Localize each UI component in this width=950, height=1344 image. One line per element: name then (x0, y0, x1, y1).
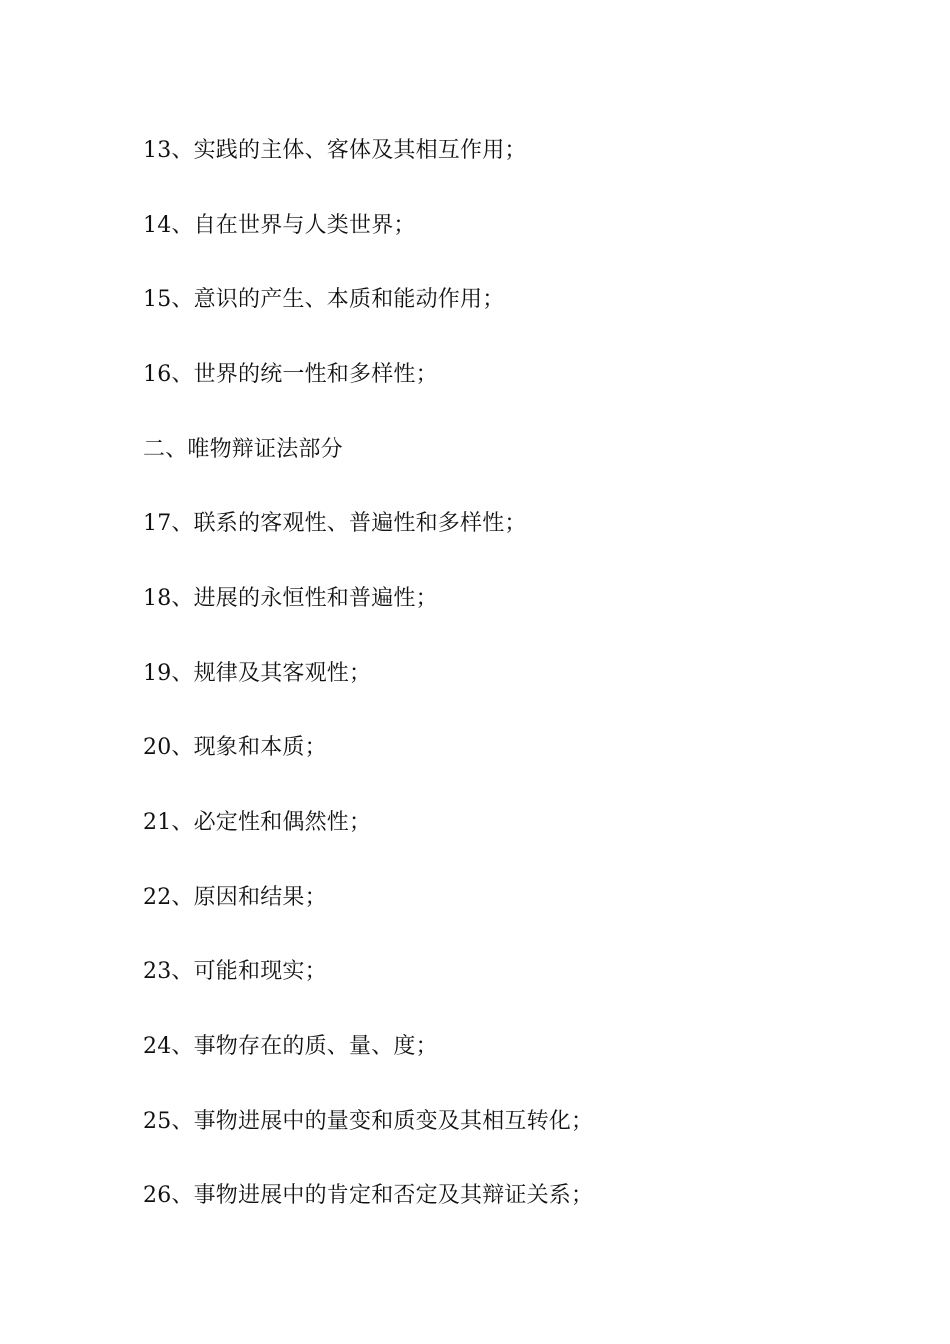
section-heading-materialist-dialectics: 二、唯物辩证法部分 (143, 436, 343, 462)
outline-item-25: 25、事物进展中的量变和质变及其相互转化； (143, 1108, 594, 1134)
outline-list (143, 132, 903, 1252)
outline-item-21: 21、必定性和偶然性； (143, 809, 372, 835)
outline-item-26: 26、事物进展中的肯定和否定及其辩证关系； (143, 1183, 594, 1209)
outline-item-20: 20、现象和本质； (143, 735, 327, 761)
outline-item-22: 22、原因和结果； (143, 884, 327, 910)
outline-item-14: 14、自在世界与人类世界； (143, 212, 416, 238)
outline-item-17: 17、联系的客观性、普遍性和多样性； (143, 511, 527, 537)
outline-item-23: 23、可能和现实； (143, 959, 327, 985)
outline-item-15: 15、意识的产生、本质和能动作用； (143, 287, 505, 313)
outline-item-24: 24、事物存在的质、量、度； (143, 1033, 438, 1059)
outline-item-16: 16、世界的统一性和多样性； (143, 361, 438, 387)
outline-item-18: 18、进展的永恒性和普遍性； (143, 585, 438, 611)
outline-item-19: 19、规律及其客观性； (143, 660, 372, 686)
outline-item-13: 13、实践的主体、客体及其相互作用； (143, 138, 527, 163)
